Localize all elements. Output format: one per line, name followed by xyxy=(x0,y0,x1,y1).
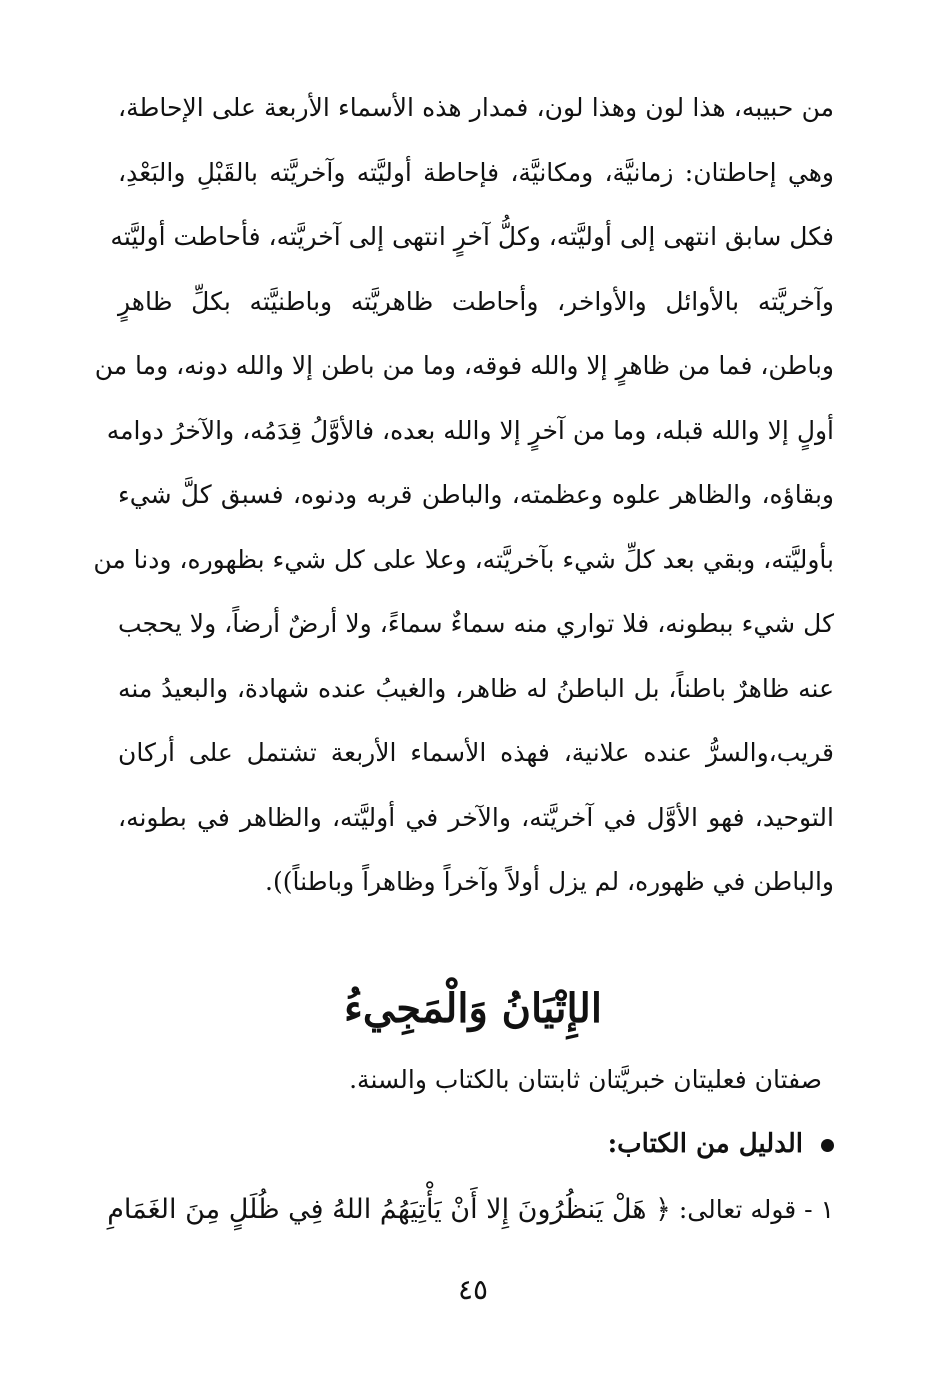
body-line: عنه ظاهرٌ باطناً، بل الباطنُ له ظاهر، والغيبُ عنده شهادة، والبعيدُ منه xyxy=(118,673,834,703)
bullet-icon xyxy=(821,1139,834,1152)
quran-verse: ﴿ هَلْ يَنظُرُونَ إِلا أَنْ يَأْتِيَهُمُ اللهُ فِي ظُلَلٍ مِنَ الغَمَامِ xyxy=(107,1194,671,1225)
body-line: كل شيء ببطونه، فلا تواري منه سماءٌ سماءً، ولا أرضٌ أرضاً، ولا يحجب xyxy=(118,609,834,638)
body-line: والباطن في ظهوره، لم يزل أولاً وآخراً وظاهراً وباطناً)). xyxy=(265,867,834,896)
body-line: قريب،والسرُّ عنده علانية، فهذه الأسماء الأربعة تشتمل على أركان xyxy=(118,738,834,767)
evidence-heading xyxy=(608,1126,834,1162)
body-line: وهي إحاطتان: زمانيَّة، ومكانيَّة، فإحاطة أوليَّته وآخريَّته بالقَبْلِ والبَعْدِ، xyxy=(118,157,834,187)
body-line: وباطن، فما من ظاهرٍ إلا والله فوقه، وما من باطن إلا والله دونه، وما من xyxy=(94,351,834,380)
body-line: أولٍ إلا والله قبله، وما من آخرٍ إلا والله بعده، فالأوَّلُ قِدَمُه، والآخرُ دوامه xyxy=(106,415,834,445)
page-number: ٤٥ xyxy=(457,1273,489,1306)
body-line: فكل سابق انتهى إلى أوليَّته، وكلُّ آخرٍ انتهى إلى آخريَّته، فأحاطت أوليَّته xyxy=(110,222,834,251)
section-title: الإِتْيَانُ وَالْمَجِيءُ xyxy=(344,985,602,1032)
verse-prefix: ١ - قوله تعالى: xyxy=(678,1195,834,1224)
body-line: من حبيبه، هذا لون وهذا لون، فمدار هذه الأسماء الأربعة على الإحاطة، xyxy=(118,93,834,122)
body-line: وبقاؤه، والظاهر علوه وعظمته، والباطن قربه ودنوه، فسبق كلَّ شيء xyxy=(118,480,834,509)
intro-text: صفتان فعليتان خبريَّتان ثابتتان بالكتاب والسنة. xyxy=(349,1065,822,1094)
verse-line xyxy=(107,1190,834,1230)
body-line: التوحيد، فهو الأوَّل في آخريَّته، والآخر في أوليَّته، والظاهر في بطونه، xyxy=(118,802,834,832)
body-line: وآخريَّته بالأوائل والأواخر، وأحاطت ظاهريَّته وباطنيَّته بكلِّ ظاهرٍ xyxy=(118,286,834,316)
evidence-heading-label: الدليل من الكتاب: xyxy=(607,1129,803,1159)
body-line: بأوليَّته، وبقي بعد كلِّ شيء بآخريَّته، وعلا على كل شيء بظهوره، ودنا من xyxy=(93,544,834,574)
body-text xyxy=(93,92,834,931)
